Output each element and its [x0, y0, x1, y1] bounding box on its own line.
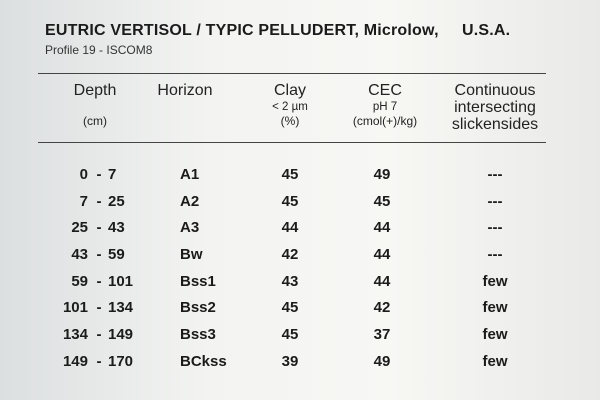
header-cec-sub: pH 7: [372, 101, 398, 113]
header-horizon-label: Horizon: [157, 82, 213, 99]
horizon-cell: Bss1: [180, 272, 216, 290]
depth-from: 101: [62, 299, 88, 317]
slickensides-cell: few: [482, 272, 508, 290]
depth-to: 43: [108, 219, 125, 237]
header-slick-line2: intersecting: [454, 99, 536, 116]
depth-to: 59: [108, 246, 125, 264]
depth-from: 134: [62, 326, 88, 344]
header-depth-unit: (cm): [83, 114, 107, 128]
depth-from: 0: [79, 166, 88, 183]
horizon-cell: Bw: [180, 246, 203, 264]
table-row: [0, 219, 600, 246]
data-table: [0, 166, 600, 380]
slickensides-cell: few: [482, 352, 508, 370]
cec-cell: 44: [373, 272, 391, 290]
depth-to: 25: [108, 192, 125, 210]
depth-to: 170: [108, 352, 134, 370]
header-slick-line1: Continuous: [454, 82, 536, 99]
clay-cell: 44: [281, 219, 299, 237]
horizon-cell: A2: [180, 192, 200, 210]
depth-separator: -: [96, 272, 102, 290]
cec-cell: 42: [373, 299, 391, 317]
depth-from: 43: [71, 246, 88, 264]
cec-cell: 49: [373, 352, 391, 370]
depth-separator: -: [96, 219, 102, 237]
horizon-cell: Bss2: [180, 299, 216, 317]
table-row: [0, 193, 600, 220]
slickensides-cell: ---: [487, 246, 503, 264]
table-row: [0, 273, 600, 300]
header-cec: [335, 82, 435, 128]
cec-cell: 45: [373, 192, 391, 210]
table-row: [0, 246, 600, 273]
horizon-cell: BCkss: [180, 352, 227, 370]
horizon-cell: A3: [180, 219, 200, 237]
clay-cell: 45: [281, 192, 299, 210]
slickensides-cell: few: [482, 299, 508, 317]
header-clay-unit: (%): [280, 114, 300, 128]
page-title: EUTRIC VERTISOL / TYPIC PELLUDERT, Microlow, U.S.A.: [45, 22, 511, 39]
profile-subtitle: Profile 19 - ISCOM8: [45, 43, 153, 57]
clay-cell: 43: [281, 272, 299, 290]
header-depth-label: Depth: [73, 82, 117, 99]
table-row: [0, 353, 600, 380]
header-clay-sub: < 2 µm: [272, 101, 308, 113]
depth-separator: -: [96, 192, 102, 210]
cec-cell: 49: [373, 166, 391, 183]
table-row: [0, 166, 600, 193]
header-horizon: [145, 82, 225, 100]
depth-separator: -: [96, 246, 102, 264]
depth-to: 149: [108, 326, 134, 344]
clay-cell: 45: [281, 166, 299, 183]
depth-from: 25: [71, 219, 88, 237]
header-cec-unit: (cmol(+)/kg): [352, 114, 418, 128]
header-depth: [55, 82, 135, 128]
header-slickensides: [440, 82, 550, 133]
cec-cell: 37: [373, 326, 391, 344]
clay-cell: 39: [281, 352, 299, 370]
clay-cell: 45: [281, 299, 299, 317]
depth-to: 101: [108, 272, 134, 290]
header-clay-label: Clay: [273, 82, 306, 99]
slickensides-cell: ---: [487, 219, 503, 237]
header-cec-label: CEC: [368, 82, 402, 99]
horizon-cell: A1: [180, 166, 200, 183]
depth-separator: -: [96, 326, 102, 344]
clay-cell: 42: [281, 246, 299, 264]
cec-cell: 44: [373, 219, 391, 237]
clay-cell: 45: [281, 326, 299, 344]
depth-separator: -: [96, 166, 102, 183]
depth-separator: -: [96, 299, 102, 317]
depth-from: 7: [79, 192, 88, 210]
slickensides-cell: few: [482, 326, 508, 344]
depth-to: 134: [108, 299, 134, 317]
horizon-cell: Bss3: [180, 326, 216, 344]
header-clay: [250, 82, 330, 128]
depth-separator: -: [96, 352, 102, 370]
depth-to: 7: [108, 166, 117, 183]
table-row: [0, 299, 600, 326]
slickensides-cell: ---: [487, 166, 503, 183]
table-row: [0, 326, 600, 353]
header-slick-line3: slickensides: [451, 116, 539, 133]
cec-cell: 44: [373, 246, 391, 264]
depth-from: 149: [62, 352, 88, 370]
slickensides-cell: ---: [487, 192, 503, 210]
top-rule: [38, 73, 546, 74]
depth-from: 59: [71, 272, 88, 290]
header-rule: [38, 142, 546, 143]
